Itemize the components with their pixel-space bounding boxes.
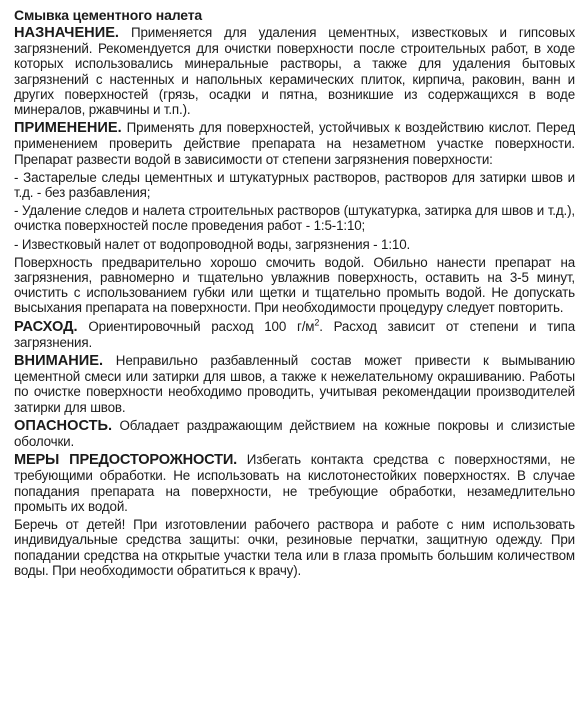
application-paragraph [14,120,575,167]
attention-text: Неправильно разбавленный состав может привести к вымыванию цементной смеси или затирки для швов, а также к нежелательному окрашиванию. Работы по очистке поверхности необходимо проводить, учитывая рекомендации производителей затирки для швов. [14,353,575,415]
purpose-text: Применяется для удаления цементных, известковых и гипсовых загрязнений. Рекомендуется для очистки поверхности после строительных работ, в ходе которых использовались минеральные растворы, а также для удаления бытовых загрязнений с настенных и напольных керамических плиток, кирпича, раковин, ванн и других поверхностей (грязь, осадки и пятна, возникшие из содержащихся в воде минералов, ржавчины и т.п.). [14,25,575,118]
product-title: Смывка цементного налета [14,7,203,23]
precautions-paragraph [14,452,575,514]
consumption-heading: РАСХОД. [14,318,78,335]
square-superscript: 2 [314,317,320,328]
dilution-item: - Известковый налет от водопроводной воды, загрязнения - 1:10. [14,236,411,252]
surface-paragraph: Поверхность предварительно хорошо смочить водой. Обильно нанести препарат на загрязнения, равномерно и тщательно увлажнив поверхность, оставить на 3-5 минут, очистить с использованием губки или щетки и тщательно промыть водой. Не допускать высыхания препарата на поверхности. При необходимости процедуру следует повторить. [14,254,575,316]
application-text: Применять для поверхностей, устойчивых к воздействию кислот. Перед применением проверить действие препарата на незаметном участке поверхности. Препарат развести водой в зависимости от степени загрязнения поверхности: [14,120,575,167]
purpose-paragraph [14,25,575,117]
precautions-text: Избегать контакта средства с поверхностями, не требующими обработки. Не использовать на кислотонестойких поверхностях. В случае попадания препарата на поверхности, не требующие обработки, незамедлительно промыть их водой. [14,452,575,514]
product-label-text [14,7,575,581]
attention-heading: ВНИМАНИЕ. [14,353,104,370]
attention-paragraph [14,353,575,415]
application-heading: ПРИМЕНЕНИЕ. [14,120,122,137]
precautions-heading: МЕРЫ ПРЕДОСТОРОЖНОСТИ. [14,452,237,469]
dilution-item: - Застарелые следы цементных и штукатурных растворов, растворов для затирки швов и т.д. - без разбавления; [14,169,575,201]
children-warning-paragraph: Беречь от детей! При изготовлении рабочего раствора и работе с ним использовать индивидуальные средства защиты: очки, резиновые перчатки, защитную одежду. При попадании средства на открытые участки тела или в глаза промыть большим количеством воды. При необходимости обратиться к врачу). [14,517,575,578]
consumption-paragraph [14,319,575,350]
danger-heading: ОПАСНОСТЬ. [14,417,113,434]
dilution-item: - Удаление следов и налета строительных растворов (штукатурка, затирка для швов и т.д.), очистка поверхностей после проведения работ - 1:5-1:10; [14,203,575,234]
danger-text: Обладает раздражающим действием на кожные покровы и слизистые оболочки. [14,417,575,450]
consumption-text-tail: . Расход зависит от степени и типа загрязнения. [14,318,575,350]
danger-paragraph [14,418,575,449]
consumption-text: Ориентировочный расход 100 г/м [77,318,315,334]
purpose-heading: НАЗНАЧЕНИЕ. [14,25,119,41]
